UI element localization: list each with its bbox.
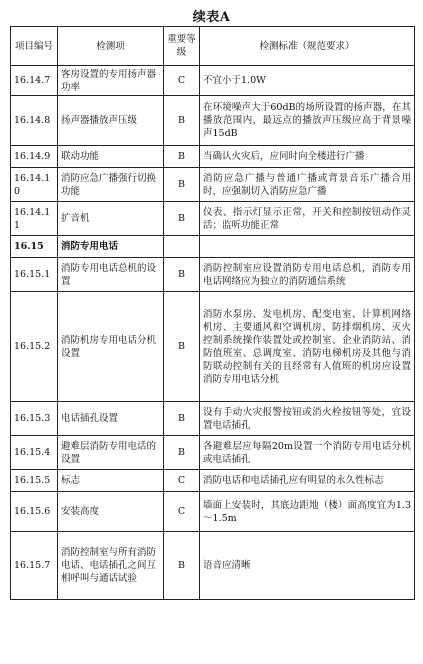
item-number-cell: 16.15.7 — [11, 532, 58, 600]
check-item-cell: 扬声器播放声压级 — [58, 96, 164, 146]
table-row — [11, 168, 415, 202]
standard-cell: 各避难层应每隔20m设置一个消防专用电话分机或电话插孔 — [200, 436, 415, 470]
grade-cell: C — [164, 470, 200, 492]
header-importance-grade: 重要等级 — [164, 27, 200, 66]
standard-cell: 不宜小于1.0W — [200, 66, 415, 96]
table-header-row — [11, 27, 415, 66]
grade-cell: B — [164, 258, 200, 292]
check-item-cell: 标志 — [58, 470, 164, 492]
table-row — [11, 96, 415, 146]
grade-cell: C — [164, 492, 200, 532]
item-number-cell: 16.15.1 — [11, 258, 58, 292]
item-number-cell: 16.15.2 — [11, 292, 58, 402]
grade-cell: B — [164, 146, 200, 168]
table-row — [11, 470, 415, 492]
item-number-cell: 16.14.8 — [11, 96, 58, 146]
item-number-cell: 16.15.6 — [11, 492, 58, 532]
grade-cell: B — [164, 202, 200, 236]
grade-cell — [164, 236, 200, 258]
table-row — [11, 532, 415, 600]
table-row — [11, 436, 415, 470]
item-number-cell: 16.15.4 — [11, 436, 58, 470]
standard-cell: 设有手动火灾报警按钮或消火栓按钮等处，宜设置电话插孔 — [200, 402, 415, 436]
table-row — [11, 258, 415, 292]
item-number-cell: 16.14.10 — [11, 168, 58, 202]
check-item-cell: 避难层消防专用电话的设置 — [58, 436, 164, 470]
standard-cell: 语音应清晰 — [200, 532, 415, 600]
item-number-cell: 16.14.9 — [11, 146, 58, 168]
standard-cell: 消防应急广播与普通广播或背景音乐广播合用时，应强制切入消防应急广播 — [200, 168, 415, 202]
check-item-cell: 消防机房专用电话分机设置 — [58, 292, 164, 402]
inspection-standards-table — [10, 26, 415, 600]
standard-cell — [200, 236, 415, 258]
table-caption: 续表A — [192, 10, 231, 25]
grade-cell: B — [164, 532, 200, 600]
grade-cell: B — [164, 436, 200, 470]
header-standard: 检测标准（规范要求） — [200, 27, 415, 66]
table-row — [11, 402, 415, 436]
standard-cell: 墙面上安装时，其底边距地（楼）面高度宜为1.3～1.5m — [200, 492, 415, 532]
check-item-cell: 电话插孔设置 — [58, 402, 164, 436]
standard-cell: 消防控制室应设置消防专用电话总机，消防专用电话网络应为独立的消防通信系统 — [200, 258, 415, 292]
standard-cell: 在环境噪声大于60dB的场所设置的扬声器，在其播放范围内，最远点的播放声压级应高于背景噪声15dB — [200, 96, 415, 146]
table-row — [11, 66, 415, 96]
standard-cell: 当确认火灾后，应同时向全楼进行广播 — [200, 146, 415, 168]
check-item-cell: 客房设置的专用扬声器功率 — [58, 66, 164, 96]
check-item-cell: 消防专用电话总机的设置 — [58, 258, 164, 292]
check-item-cell: 安装高度 — [58, 492, 164, 532]
section-title-cell: 消防专用电话 — [58, 236, 164, 258]
item-number-cell: 16.14.7 — [11, 66, 58, 96]
check-item-cell: 联动功能 — [58, 146, 164, 168]
table-row — [11, 492, 415, 532]
grade-cell: B — [164, 96, 200, 146]
section-row — [11, 236, 415, 258]
standard-cell: 消防水泵房、发电机房、配变电室、计算机网络机房、主要通风和空调机房、防排烟机房、灭火控制系统操作装置处或控制室、企业消防站、消防值班室、总调度室、消防电梯机房及其他与消防联动控制有关的且经常有人值班的机房应设置消防专用电话分机 — [200, 292, 415, 402]
check-item-cell: 扩音机 — [58, 202, 164, 236]
header-item-number: 项目编号 — [11, 27, 58, 66]
table-row — [11, 146, 415, 168]
standard-cell: 仪表、指示灯显示正常，开关和控制按钮动作灵活；监听功能正常 — [200, 202, 415, 236]
item-number-cell: 16.15.3 — [11, 402, 58, 436]
grade-cell: B — [164, 292, 200, 402]
header-check-item: 检测项 — [58, 27, 164, 66]
grade-cell: B — [164, 168, 200, 202]
table-row — [11, 292, 415, 402]
check-item-cell: 消防应急广播强行切换功能 — [58, 168, 164, 202]
section-number-cell: 16.15 — [11, 236, 58, 258]
grade-cell: C — [164, 66, 200, 96]
table-row — [11, 202, 415, 236]
grade-cell: B — [164, 402, 200, 436]
item-number-cell: 16.14.11 — [11, 202, 58, 236]
item-number-cell: 16.15.5 — [11, 470, 58, 492]
standard-cell: 消防电话和电话插孔应有明显的永久性标志 — [200, 470, 415, 492]
check-item-cell: 消防控制室与所有消防电话、电话插孔之间互相呼叫与通话试验 — [58, 532, 164, 600]
